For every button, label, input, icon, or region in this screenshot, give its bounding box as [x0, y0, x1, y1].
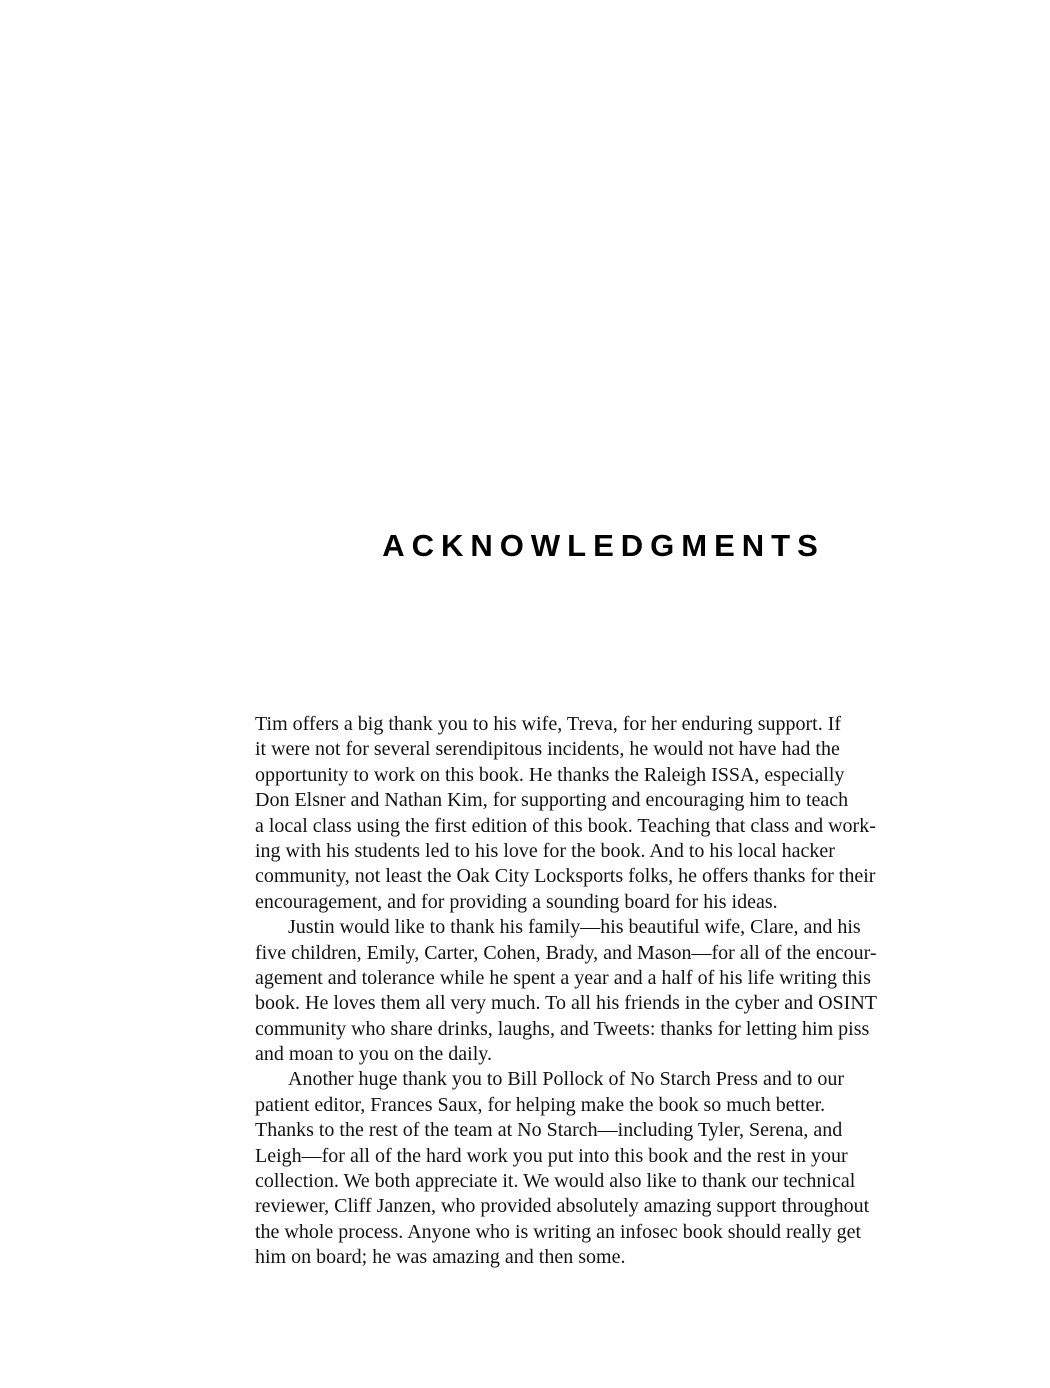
text-line: Another huge thank you to Bill Pollock of No Starch Press and to our — [288, 1068, 845, 1091]
text-line: a local class using the first edition of this book. Teaching that class and work- — [255, 814, 876, 837]
paragraph — [255, 712, 945, 915]
paragraph — [255, 1067, 945, 1270]
acknowledgments-text — [255, 712, 945, 1271]
text-line: Thanks to the rest of the team at No Starch—including Tyler, Serena, and — [255, 1119, 843, 1142]
text-line: and moan to you on the daily. — [255, 1043, 492, 1066]
text-line: five children, Emily, Carter, Cohen, Brady, and Mason—for all of the encour- — [255, 941, 877, 964]
paragraph — [255, 915, 945, 1067]
text-line: patient editor, Frances Saux, for helping make the book so much better. — [255, 1093, 826, 1116]
text-line: him on board; he was amazing and then some. — [255, 1246, 626, 1269]
text-line: book. He loves them all very much. To all his friends in the cyber and OSINT — [255, 992, 877, 1015]
text-line: community who share drinks, laughs, and Tweets: thanks for letting him piss — [255, 1017, 870, 1040]
text-line: Leigh—for all of the hard work you put into this book and the rest in your — [255, 1144, 848, 1167]
text-line: the whole process. Anyone who is writing an infosec book should really get — [255, 1220, 861, 1243]
text-line: it were not for several serendipitous incidents, he would not have had the — [255, 738, 840, 761]
text-line: Justin would like to thank his family—his beautiful wife, Clare, and his — [288, 916, 861, 939]
text-line: collection. We both appreciate it. We would also like to thank our technical — [255, 1170, 856, 1193]
text-line: opportunity to work on this book. He thanks the Raleigh ISSA, especially — [255, 763, 845, 786]
text-line: community, not least the Oak City Locksports folks, he offers thanks for their — [255, 865, 876, 888]
text-line: reviewer, Cliff Janzen, who provided absolutely amazing support throughout — [255, 1195, 870, 1218]
page-title: ACKNOWLEDGMENTS — [382, 528, 825, 563]
text-line: encouragement, and for providing a sounding board for his ideas. — [255, 890, 778, 913]
text-line: Tim offers a big thank you to his wife, Treva, for her enduring support. If — [255, 713, 842, 735]
text-line: agement and tolerance while he spent a year and a half of his life writing this — [255, 966, 871, 989]
text-line: Don Elsner and Nathan Kim, for supporting and encouraging him to teach — [255, 789, 849, 812]
text-line: ing with his students led to his love for the book. And to his local hacker — [255, 839, 835, 862]
